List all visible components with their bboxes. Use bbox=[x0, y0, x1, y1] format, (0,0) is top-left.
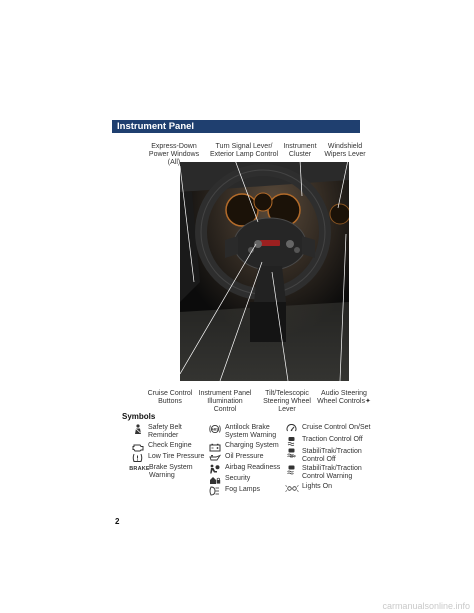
symbol-lights-on: Lights On bbox=[284, 483, 332, 493]
battery-icon bbox=[207, 442, 222, 452]
instrument-panel-photo bbox=[180, 162, 349, 381]
callout-cruise-buttons: Cruise Control Buttons bbox=[147, 390, 193, 405]
brake-text-icon: BRAKE bbox=[129, 466, 150, 472]
stabilitrak-off-icon bbox=[284, 448, 299, 458]
callout-audio-controls: Audio Steering Wheel Controls✦ bbox=[317, 390, 371, 405]
symbol-check-engine: Check Engine bbox=[130, 442, 192, 452]
callout-instrument-cluster: Instrument Cluster bbox=[283, 143, 317, 158]
symbol-low-tire-pressure: Low Tire Pressure bbox=[130, 453, 204, 463]
watermark: carmanualsonline.info bbox=[382, 601, 470, 611]
oil-can-icon bbox=[207, 453, 222, 463]
symbol-fog-lamps: Fog Lamps bbox=[207, 486, 260, 496]
symbol-airbag-readiness: Airbag Readiness bbox=[207, 464, 280, 474]
symbols-heading: Symbols bbox=[122, 412, 156, 421]
section-title: Instrument Panel bbox=[117, 121, 195, 132]
symbol-stabilitrak-warning: StabiliTrak/Traction Control Warning bbox=[284, 465, 362, 481]
symbol-stabilitrak-off: OFF StabiliTrak/Traction Control Off bbox=[284, 448, 362, 464]
callout-tilt-telescopic: Tilt/Telescopic Steering Wheel Lever bbox=[263, 390, 311, 413]
airbag-icon bbox=[207, 464, 222, 474]
symbol-safety-belt: Safety Belt Reminder bbox=[130, 424, 182, 440]
callout-wipers: Windshield Wipers Lever bbox=[324, 143, 366, 158]
section-header-bar bbox=[112, 120, 360, 133]
symbol-charging-system: Charging System bbox=[207, 442, 279, 452]
seatbelt-icon bbox=[130, 424, 145, 434]
svg-text:ABS: ABS bbox=[211, 427, 218, 432]
callout-power-windows: Express-Down Power Windows (All) bbox=[148, 143, 200, 166]
symbol-antilock-brake: ABS Antilock Brake System Warning bbox=[207, 424, 276, 440]
security-lock-icon bbox=[207, 475, 222, 485]
symbol-traction-control-off: Traction Control Off bbox=[284, 436, 363, 446]
engine-icon bbox=[130, 442, 145, 452]
callout-illumination-control: Instrument Panel Illumination Control bbox=[198, 390, 252, 413]
symbol-oil-pressure: Oil Pressure bbox=[207, 453, 264, 463]
fog-lamp-icon bbox=[207, 486, 222, 496]
traction-off-icon bbox=[284, 436, 299, 446]
symbol-cruise-control: Cruise Control On/Set bbox=[284, 424, 370, 434]
page-number: 2 bbox=[115, 517, 120, 526]
symbol-security: Security bbox=[207, 475, 250, 485]
svg-text:OFF: OFF bbox=[289, 454, 296, 458]
cruise-icon bbox=[284, 424, 299, 434]
tire-pressure-icon bbox=[130, 453, 145, 463]
callout-turn-signal: Turn Signal Lever/ Exterior Lamp Control bbox=[209, 143, 279, 158]
abs-icon bbox=[207, 424, 222, 434]
stabilitrak-warning-icon bbox=[284, 465, 299, 475]
symbol-brake-system: BRAKE Brake System Warning bbox=[129, 464, 193, 479]
lights-on-icon bbox=[284, 483, 299, 493]
